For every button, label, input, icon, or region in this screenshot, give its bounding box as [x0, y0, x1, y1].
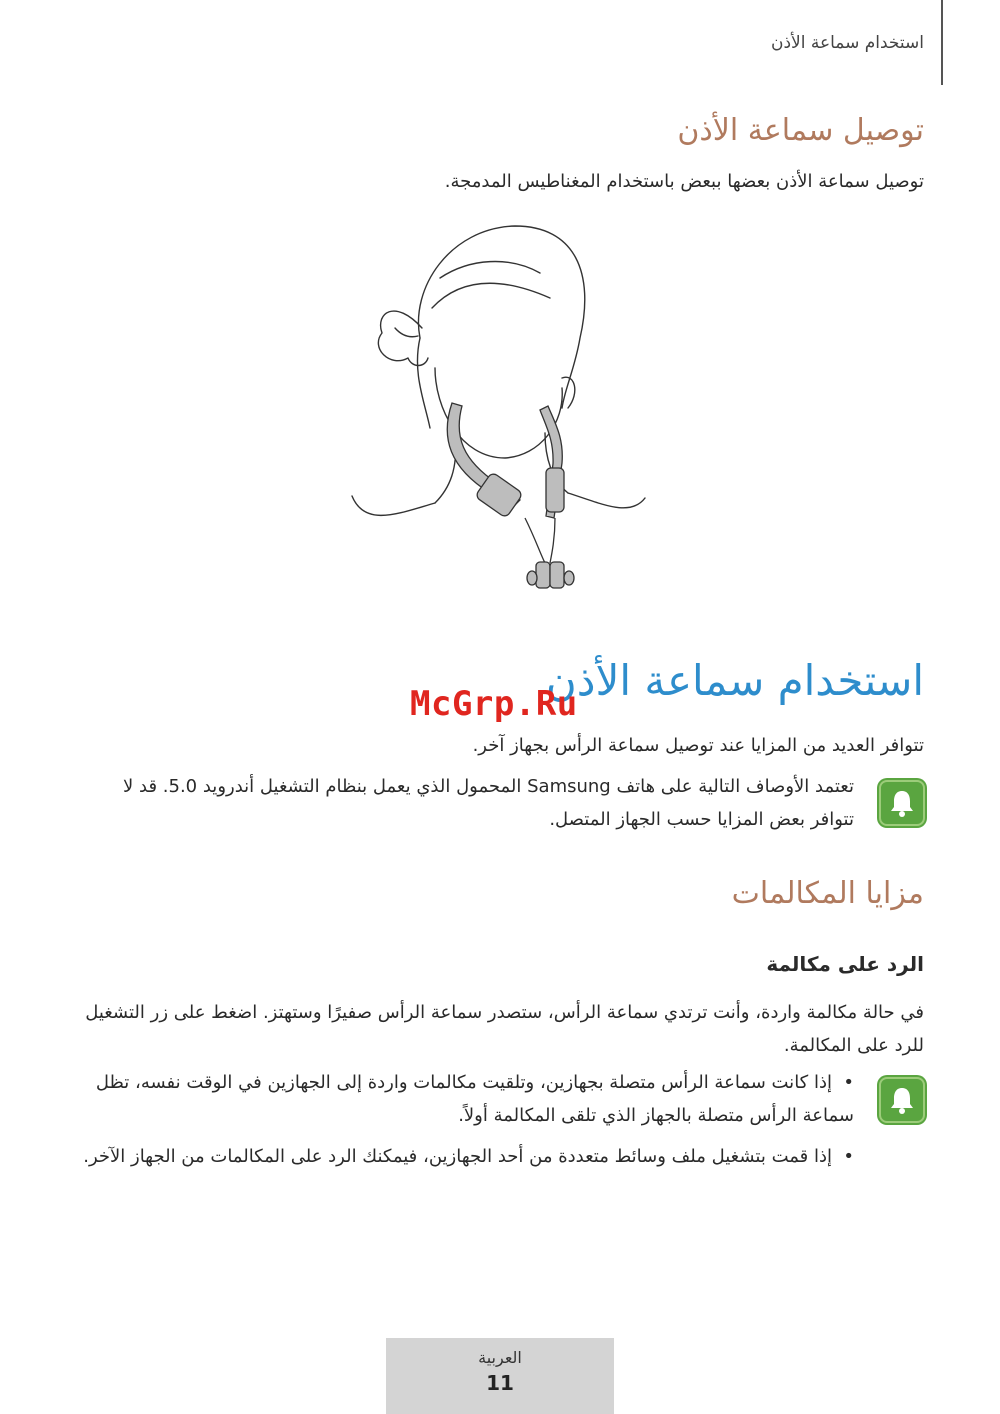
- list-item: •إذا كانت سماعة الرأس متصلة بجهازين، وتلقيت مكالمات واردة إلى الجهازين في الوقت نفسه، تظل سماعة الرأس متصلة بالجهاز الذي تلقى المكالمة أولاً.: [95, 1072, 854, 1126]
- footer-language: العربية: [478, 1348, 522, 1367]
- bell-note-icon-2: [879, 1077, 925, 1123]
- subheading-answer-call: الرد على مكالمة: [766, 952, 924, 976]
- running-header: استخدام سماعة الأذن: [770, 33, 924, 53]
- connect-description: توصيل سماعة الأذن بعضها ببعض باستخدام المغناطيس المدمجة.: [444, 171, 924, 192]
- headset-illustration: [340, 218, 670, 598]
- page-number: 11: [486, 1371, 514, 1395]
- list-item: •إذا قمت بتشغيل ملف وسائط متعددة من أحد الجهازين، فيمكنك الرد على المكالمات من الجهاز الآخر.: [83, 1146, 854, 1167]
- use-description: تتوافر العديد من المزايا عند توصيل سماعة الرأس بجهاز آخر.: [472, 735, 924, 756]
- bell-note-icon: [879, 780, 925, 826]
- answer-call-paragraph: في حالة مكالمة واردة، وأنت ترتدي سماعة الرأس، ستصدر سماعة الرأس صفيرًا وستهتز. اضغط على زر التشغيل للرد على المكالمة.: [85, 1002, 924, 1056]
- watermark-text: McGrp.Ru: [410, 684, 578, 724]
- section-title-connect: توصيل سماعة الأذن: [677, 113, 924, 148]
- header-rule: [941, 0, 943, 85]
- section-title-use: استخدام سماعة الأذن: [545, 656, 924, 705]
- section-title-calls: مزايا المكالمات: [731, 876, 924, 911]
- note-text: تعتمد الأوصاف التالية على هاتف Samsung المحمول الذي يعمل بنظام التشغيل أندرويد 5.0. قد لا تتوافر بعض المزايا حسب الجهاز المتصل.: [123, 776, 854, 830]
- page-footer: [386, 1338, 614, 1414]
